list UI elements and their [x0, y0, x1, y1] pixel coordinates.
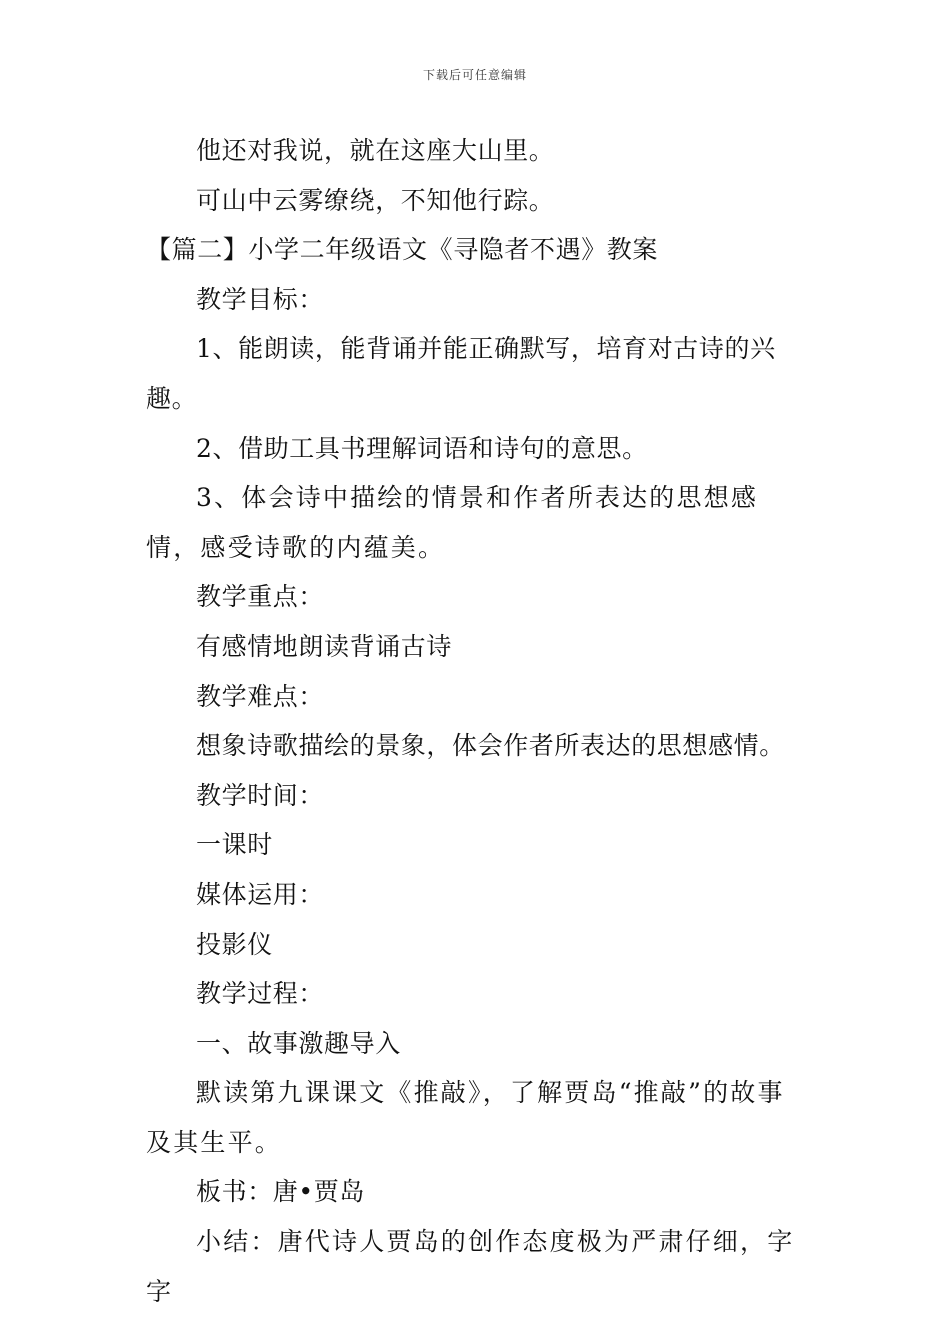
paragraph: 一、故事激趣导入 [196, 1028, 401, 1058]
paragraph: 默读第九课课文《推敲》，了解贾岛“推敲”的故事及其生平。 [146, 1078, 785, 1157]
document-body [146, 126, 810, 1316]
paragraph: 想象诗歌描绘的景象，体会作者所表达的思想感情。 [196, 731, 785, 761]
paragraph: 投影仪 [196, 929, 273, 959]
paragraph: 媒体运用： [196, 879, 325, 909]
paragraph: 教学过程： [196, 979, 325, 1009]
paragraph: 1、能朗读，能背诵并能正确默写，培育对古诗的兴趣。 [146, 334, 776, 413]
paragraph: 2、借助工具书理解词语和诗句的意思。 [196, 433, 648, 463]
paragraph: 一课时 [196, 830, 273, 860]
paragraph: 小结：唐代诗人贾岛的创作态度极为严肃仔细，字字 [146, 1227, 795, 1306]
paragraph: 教学难点： [196, 681, 325, 711]
page-header-note: 下载后可任意编辑 [422, 68, 527, 82]
section-heading: 【篇二】小学二年级语文《寻隐者不遇》教案 [146, 235, 659, 265]
paragraph: 有感情地朗读背诵古诗 [196, 631, 453, 661]
paragraph: 教学时间： [196, 780, 325, 810]
paragraph: 教学目标： [196, 284, 325, 314]
paragraph: 他还对我说，就在这座大山里。 [196, 136, 555, 165]
paragraph: 3、体会诗中描绘的情景和作者所表达的思想感情，感受诗歌的内蕴美。 [146, 483, 759, 562]
paragraph: 教学重点： [196, 582, 325, 612]
paragraph: 可山中云雾缭绕，不知他行踪。 [196, 185, 555, 215]
paragraph: 板书：唐•贾岛 [196, 1177, 365, 1207]
